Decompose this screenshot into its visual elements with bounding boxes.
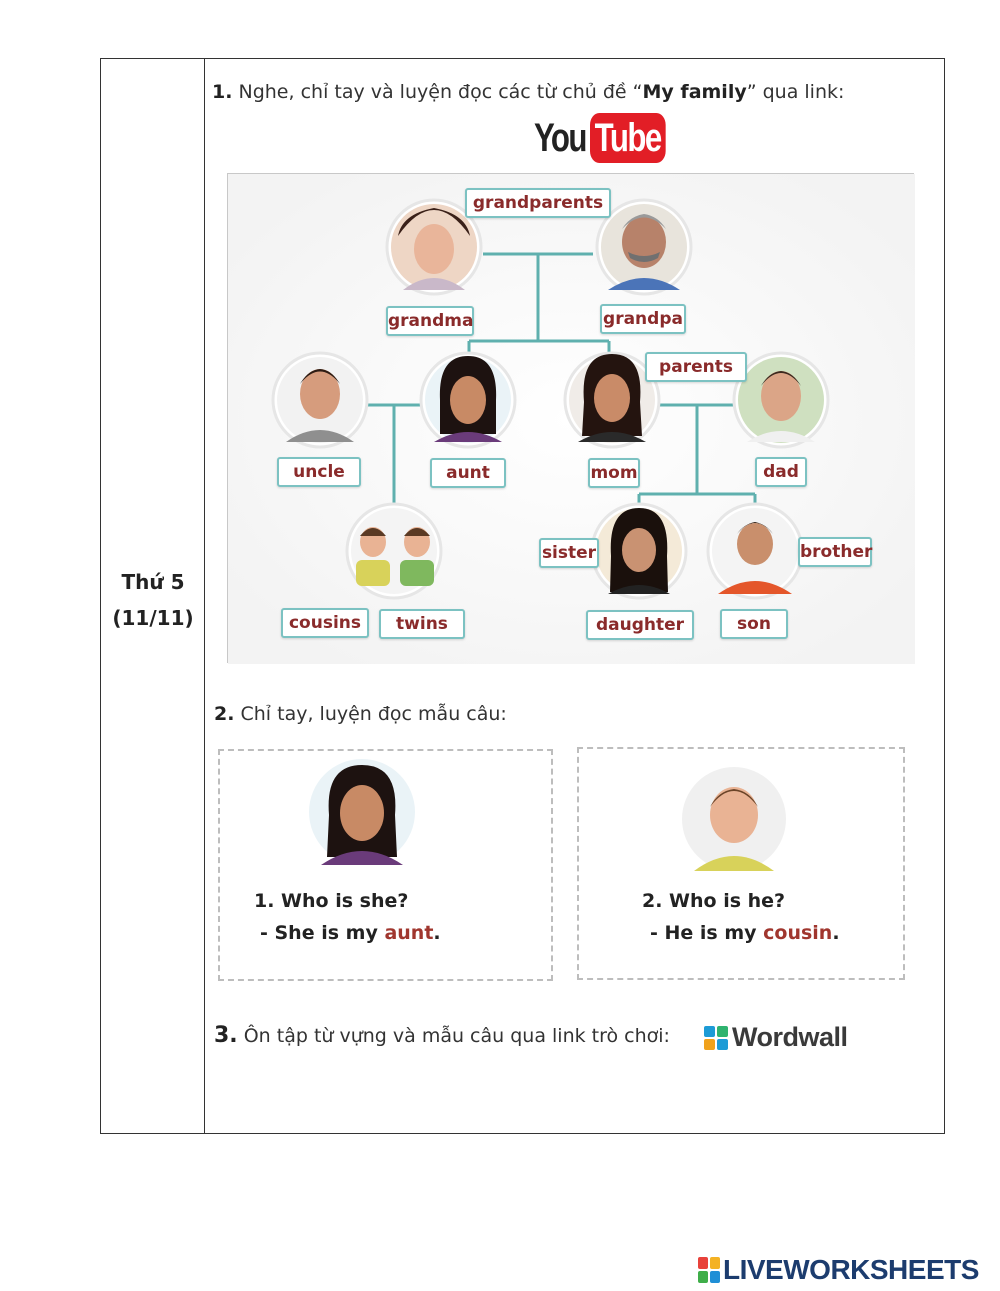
aunt-photo: [421, 353, 515, 447]
question-1-text-before: Nghe, chỉ tay và luyện đọc các từ chủ đề “: [232, 81, 643, 103]
label-sister: sister: [539, 538, 599, 568]
question-1: [212, 81, 844, 103]
question-3-text: Ôn tập từ vựng và mẫu câu qua link trò chơi:: [237, 1025, 670, 1047]
question-2-number: 2.: [214, 703, 235, 725]
label-aunt: aunt: [430, 458, 506, 488]
uncle-photo: [273, 353, 367, 447]
twins-photo: [347, 504, 441, 598]
youtube-logo-you: You: [534, 115, 586, 160]
question-3-number: 3.: [214, 1023, 238, 1048]
son-photo: [708, 504, 802, 598]
label-son: son: [720, 609, 788, 639]
youtube-logo[interactable]: [534, 112, 687, 164]
label-dad: dad: [755, 457, 807, 487]
label-twins: twins: [379, 609, 465, 639]
aunt-portrait: [307, 757, 417, 867]
question-he: 2. Who is he?: [642, 890, 786, 912]
day-name: Thứ 5: [121, 570, 185, 594]
youtube-logo-tube: Tube: [590, 113, 665, 163]
label-daughter: daughter: [586, 610, 694, 640]
family-tree-image: [227, 173, 914, 663]
label-cousins: cousins: [281, 608, 369, 638]
answer-he-prefix: - He is my: [650, 922, 764, 944]
dad-photo: [734, 353, 828, 447]
grandpa-photo: [597, 200, 691, 294]
answer-she-word: aunt: [384, 922, 434, 944]
sentence-box-he: [577, 747, 905, 980]
answer-she-suffix: .: [433, 922, 441, 944]
question-2-text: Chỉ tay, luyện đọc mẫu câu:: [234, 703, 507, 725]
daughter-photo: [592, 504, 686, 598]
question-1-text-after: ” qua link:: [746, 81, 845, 103]
answer-he-word: cousin: [763, 922, 833, 944]
label-mom: mom: [588, 458, 640, 488]
label-grandpa: grandpa: [600, 304, 686, 334]
label-grandparents: grandparents: [465, 188, 611, 218]
label-grandma: grandma: [386, 306, 474, 336]
liveworksheets-icon: [698, 1257, 720, 1283]
question-she: 1. Who is she?: [254, 890, 409, 912]
question-1-topic: My family: [642, 81, 747, 103]
answer-he: [650, 917, 840, 949]
question-2: [214, 703, 507, 725]
day-column: [101, 59, 205, 1133]
cousin-portrait: [680, 765, 788, 873]
answer-he-suffix: .: [832, 922, 840, 944]
day-date: (11/11): [112, 606, 194, 630]
day-label: [101, 564, 205, 636]
answer-she-prefix: - She is my: [260, 922, 385, 944]
label-parents: parents: [645, 352, 747, 382]
liveworksheets-logo: [698, 1254, 979, 1286]
label-uncle: uncle: [277, 457, 361, 487]
wordwall-text: Wordwall: [732, 1022, 848, 1052]
liveworksheets-text: LIVEWORKSHEETS: [723, 1254, 979, 1285]
question-1-number: 1.: [212, 81, 233, 103]
wordwall-logo[interactable]: [704, 1022, 848, 1053]
family-tree-graphic: [228, 174, 915, 664]
label-brother: brother: [798, 537, 872, 567]
answer-she: [260, 917, 441, 949]
question-3: [214, 1023, 670, 1048]
sentence-box-she: [218, 749, 553, 981]
wordwall-icon: [704, 1026, 728, 1050]
